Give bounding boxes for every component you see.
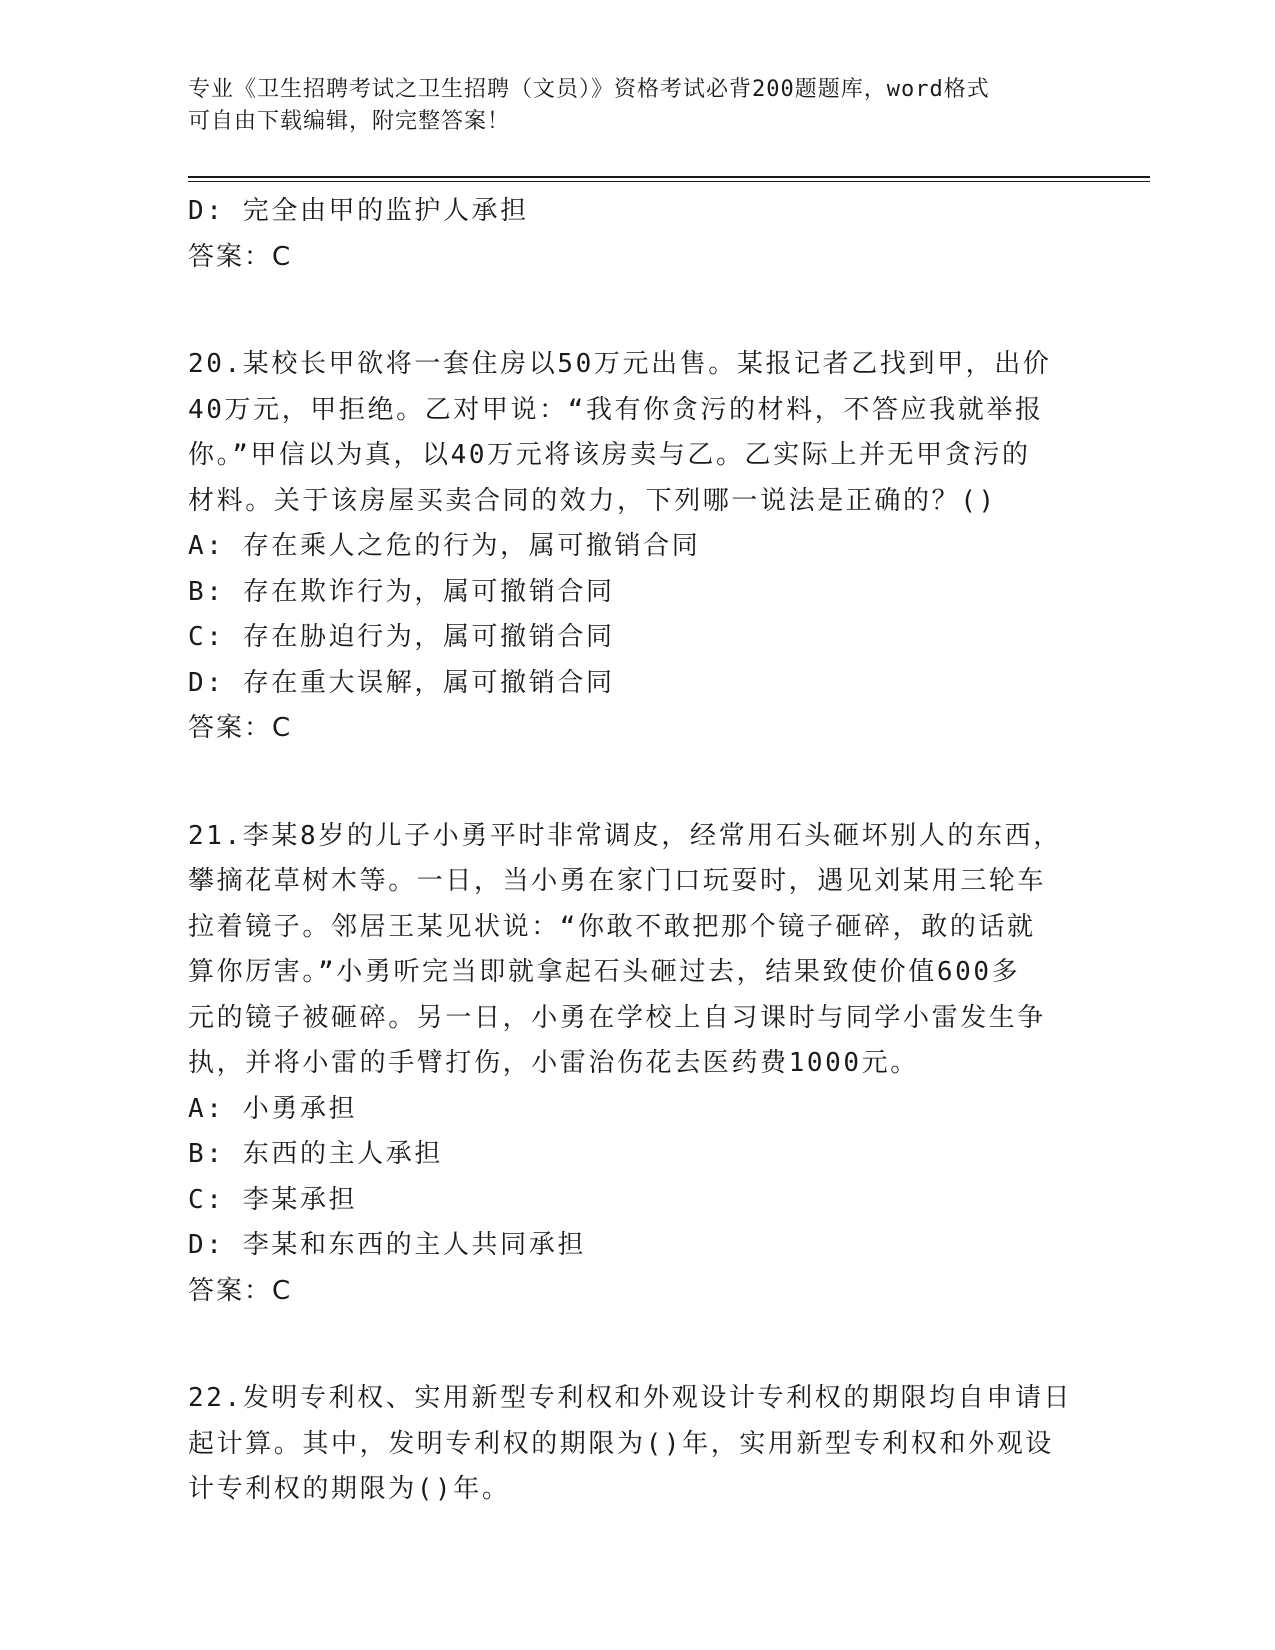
- option-d: D: 存在重大误解，属可撤销合同: [188, 667, 615, 698]
- question-text-line: 执，并将小雷的手臂打伤，小雷治伤花去医药费1000元。: [188, 1048, 919, 1078]
- question-text-line: 21.李某8岁的儿子小勇平时非常调皮，经常用石头砸坏别人的东西，: [188, 820, 1062, 851]
- question-text-line: 攀摘花草树木等。一日，当小勇在家门口玩耍时，遇见刘某用三轮车: [188, 866, 1047, 896]
- header-divider-thin: [188, 181, 1150, 182]
- question-21: [188, 814, 1088, 1315]
- question-text-line: 元的镜子被砸碎。另一日，小勇在学校上自习课时与同学小雷发生争: [188, 1002, 1047, 1033]
- header-title-line-2: 可自由下载编辑，附完整答案！: [188, 109, 511, 134]
- option-b: B: 存在欺诈行为，属可撤销合同: [188, 576, 615, 607]
- question-text-line: 计专利权的期限为()年。: [188, 1474, 511, 1504]
- option-a: A: 小勇承担: [188, 1093, 358, 1124]
- question-text-line: 22.发明专利权、实用新型专利权和外观设计专利权的期限均自申请日: [188, 1383, 1073, 1413]
- header-divider-thick: [188, 176, 1150, 178]
- question-text-line: 20.某校长甲欲将一套住房以50万元出售。某报记者乙找到甲，出价: [188, 349, 1052, 379]
- question-22: [188, 1376, 1088, 1513]
- question-text-line: 40万元，甲拒绝。乙对甲说：“我有你贪污的材料，不答应我就举报: [188, 394, 1044, 425]
- document-body: [188, 189, 1088, 1513]
- header-title-line-1: 专业《卫生招聘考试之卫生招聘（文员）》资格考试必背200题题库，word格式: [188, 77, 990, 102]
- answer-line: 答案：C: [188, 713, 293, 743]
- option-c: C: 李某承担: [188, 1184, 358, 1215]
- answer-line: 答案：C: [188, 1275, 293, 1306]
- question-20: [188, 342, 1088, 752]
- option-d: D: 完全由甲的监护人承担: [188, 196, 529, 226]
- answer-line: 答案：C: [188, 241, 293, 272]
- option-a: A: 存在乘人之危的行为，属可撤销合同: [188, 531, 701, 561]
- question-text-line: 算你厉害。”小勇听完当即就拿起石头砸过去，结果致使价值600多: [188, 957, 1021, 987]
- spacer: [188, 280, 1088, 342]
- question-text-line: 拉着镜子。邻居王某见状说：“你敢不敢把那个镜子砸碎，敢的话就: [188, 911, 1036, 942]
- spacer: [188, 1314, 1088, 1376]
- question-text-line: 你。”甲信以为真，以40万元将该房卖与乙。乙实际上并无甲贪污的: [188, 440, 1031, 470]
- document-header: [188, 74, 1088, 138]
- question-text-line: 材料。关于该房屋买卖合同的效力，下列哪一说法是正确的？(): [188, 485, 997, 516]
- spacer: [188, 752, 1088, 814]
- option-d: D: 李某和东西的主人共同承担: [188, 1230, 586, 1260]
- option-c: C: 存在胁迫行为，属可撤销合同: [188, 622, 615, 652]
- question-19-tail: [188, 189, 1088, 280]
- option-b: B: 东西的主人承担: [188, 1139, 443, 1169]
- question-text-line: 起计算。其中，发明专利权的期限为()年，实用新型专利权和外观设: [188, 1428, 1054, 1459]
